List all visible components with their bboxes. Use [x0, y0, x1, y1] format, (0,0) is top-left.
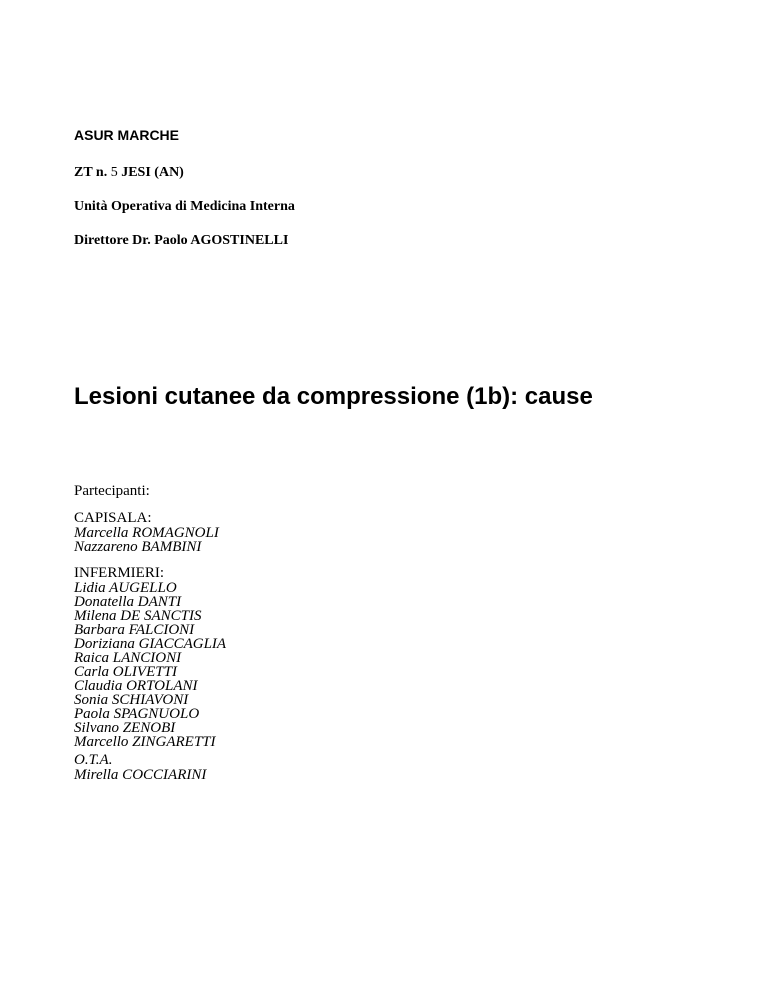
infermieri-group	[74, 566, 226, 749]
participant-name: Sonia SCHIAVONI	[74, 692, 189, 708]
zone-prefix: ZT n.	[74, 165, 108, 180]
organization-name: ASUR MARCHE	[74, 127, 179, 143]
participant-name: Lidia AUGELLO	[74, 580, 177, 596]
participant-name: Raica LANCIONI	[74, 650, 182, 666]
document-title: Lesioni cutanee da compressione (1b): cause	[74, 383, 593, 410]
capisala-title: CAPISALA:	[74, 510, 152, 526]
participant-name: Marcello ZINGARETTI	[74, 734, 216, 750]
zone-number: 5	[110, 165, 118, 180]
participant-name: Doriziana GIACCAGLIA	[74, 636, 227, 652]
participant-name: Silvano ZENOBI	[74, 720, 176, 736]
participant-name: Barbara FALCIONI	[74, 622, 195, 638]
participant-name: Marcella ROMAGNOLI	[74, 525, 219, 541]
infermieri-title: INFERMIERI:	[74, 565, 164, 581]
capisala-group	[74, 511, 219, 554]
ota-title: O.T.A.	[74, 752, 113, 768]
director-line: Direttore Dr. Paolo AGOSTINELLI	[74, 233, 289, 248]
participant-name: Milena DE SANCTIS	[74, 608, 202, 624]
participant-name: Nazzareno BAMBINI	[74, 539, 202, 555]
zone-line	[74, 164, 184, 182]
participant-name: Paola SPAGNUOLO	[74, 706, 200, 722]
participants-label: Partecipanti:	[74, 483, 150, 499]
zone-location: JESI (AN)	[121, 165, 184, 180]
participant-name: Mirella COCCIARINI	[74, 767, 207, 783]
participant-name: Claudia ORTOLANI	[74, 678, 198, 694]
participant-name: Carla OLIVETTI	[74, 664, 177, 680]
operative-unit: Unità Operativa di Medicina Interna	[74, 199, 295, 214]
participant-name: Donatella DANTI	[74, 594, 182, 610]
ota-group	[74, 753, 206, 782]
